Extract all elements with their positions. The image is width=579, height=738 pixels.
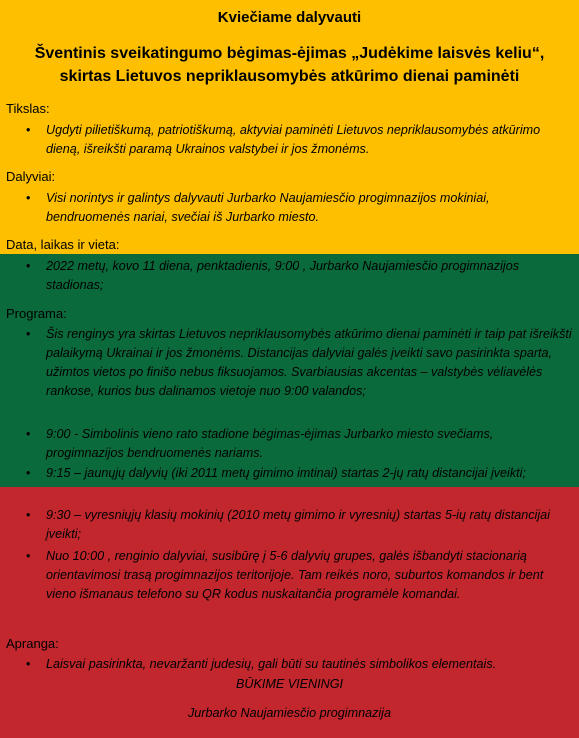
list-item — [20, 655, 572, 674]
section-label-tikslas: Tikslas: — [6, 101, 50, 116]
bullet-icon: • — [26, 549, 31, 563]
section-label-data: Data, laikas ir vieta: — [6, 237, 120, 252]
bullet-icon: • — [26, 657, 31, 671]
list-item — [20, 425, 572, 463]
list-item-text: Laisvai pasirinkta, nevaržanti judesių, gali būti su tautinės simbolikos elementais. — [46, 657, 497, 671]
list-item — [20, 121, 572, 159]
event-title — [0, 42, 579, 88]
section-label-apranga: Apranga: — [6, 636, 59, 651]
bullet-icon: • — [26, 327, 31, 341]
slogan: BŪKIME VIENINGI — [235, 677, 344, 691]
list-item-text: Šis renginys yra skirtas Lietuvos nepriklausomybės atkūrimo dienai paminėti ir taip pat išreikšti palaikymą Ukrainai ir jos žmonėms. Distancijas dalyviai galės įveikti savo pasirinkta sparta, užimtos vietos po finišo nebus fiksuojamos. Svarbiausias akcentas – valstybės vėliavėlės rankose, kurios bus dalinamos vietoje nuo 9:00 valandos; — [46, 327, 572, 398]
list-item — [20, 464, 572, 483]
list-item — [20, 506, 572, 544]
bullet-icon: • — [26, 123, 31, 137]
bullet-icon: • — [26, 191, 31, 205]
section-label-dalyviai: Dalyviai: — [6, 169, 56, 184]
list-item — [20, 189, 572, 227]
list-item-text: 2022 metų, kovo 11 diena, penktadienis, 9:00 , Jurbarko Naujamiesčio progimnazijos stadionas; — [46, 259, 520, 292]
list-item — [20, 547, 572, 604]
school-signature: Jurbarko Naujamiesčio progimnazija — [188, 706, 391, 720]
list-item-text: Nuo 10:00 , renginio dalyviai, susibūrę į 5-6 dalyvių grupes, galės išbandyti stacionarią orientavimosi trasą progimnazijos teritorijoje. Tam reikės noro, suburtos komandos ir bent vieno išmanaus telefono su QR kodus nuskaitančia programėle komandai. — [46, 549, 544, 601]
event-title-line-1: Šventinis sveikatingumo bėgimas-ėjimas „Judėkime laisvės keliu“, — [34, 45, 545, 62]
list-item — [20, 257, 572, 295]
bullet-icon: • — [26, 259, 31, 273]
bullet-icon: • — [26, 466, 31, 480]
list-item — [20, 325, 572, 401]
list-item-text: 9:30 – vyresniųjų klasių mokinių (2010 metų gimimo ir vyresnių) startas 5-ių ratų distancijai įveikti; — [46, 508, 550, 541]
bullet-icon: • — [26, 427, 31, 441]
section-label-programa: Programa: — [6, 306, 67, 321]
invitation-heading: Kviečiame dalyvauti — [217, 9, 362, 26]
list-item-text: Visi norintys ir galintys dalyvauti Jurbarko Naujamiesčio progimnazijos mokiniai, bendruomenės nariai, svečiai iš Jurbarko miesto. — [46, 191, 490, 224]
bullet-icon: • — [26, 508, 31, 522]
event-title-line-2: skirtas Lietuvos nepriklausomybės atkūrimo dienai paminėti — [59, 68, 520, 85]
list-item-text: 9:15 – jaunųjų dalyvių (iki 2011 metų gimimo imtinai) startas 2-jų ratų distancijai įveikti; — [46, 466, 526, 480]
list-item-text: Ugdyti pilietiškumą, patriotiškumą, aktyviai paminėti Lietuvos nepriklausomybės atkūrimo dieną, išreikšti paramą Ukrainos valstybei ir jos žmonėms. — [46, 123, 541, 156]
list-item-text: 9:00 - Simbolinis vieno rato stadione bėgimas-ėjimas Jurbarko miesto svečiams, progimnazijos bendruomenės nariams. — [46, 427, 494, 460]
